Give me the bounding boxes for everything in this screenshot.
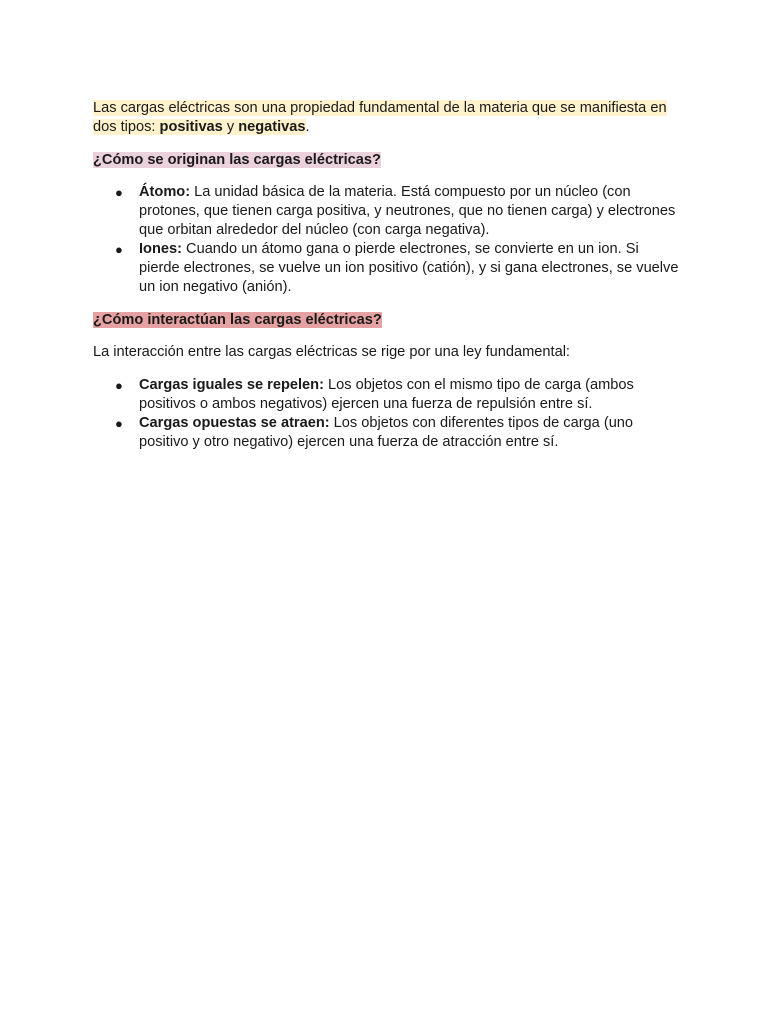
list-item-term: Cargas opuestas se atraen: bbox=[139, 415, 330, 431]
list-item bbox=[93, 183, 683, 240]
section1-list bbox=[93, 183, 683, 297]
intro-bold-positivas: positivas bbox=[159, 119, 223, 135]
list-item-text: Cuando un átomo gana o pierde electrones, se convierte en un ion. Si pierde electrones, se vuelve un ion positivo (catión), y si gana electrones, se vuelve un ion negativo (anión). bbox=[139, 241, 679, 295]
bullet-icon: ● bbox=[115, 378, 123, 393]
list-item-text: Los objetos con el mismo tipo de carga (ambos positivos o ambos negativos) ejercen una fuerza de repulsión entre sí. bbox=[139, 377, 634, 412]
bullet-icon: ● bbox=[115, 185, 123, 200]
list-item bbox=[93, 414, 683, 452]
bullet-icon: ● bbox=[115, 242, 123, 257]
list-item-text: La unidad básica de la materia. Está compuesto por un núcleo (con protones, que tienen carga positiva, y neutrones, que no tienen carga) y electrones que orbitan alrededor del núcleo (con carga negativa). bbox=[139, 184, 676, 238]
section2-heading: ¿Cómo interactúan las cargas eléctricas? bbox=[93, 312, 382, 328]
list-item-text: Los objetos con diferentes tipos de carga (uno positivo y otro negativo) ejercen una fuerza de atracción entre sí. bbox=[139, 415, 634, 450]
section2-list bbox=[93, 376, 683, 452]
section1-heading-line bbox=[93, 151, 683, 170]
section1-heading: ¿Cómo se originan las cargas eléctricas? bbox=[93, 152, 381, 168]
bullet-icon: ● bbox=[115, 416, 123, 431]
intro-paragraph bbox=[93, 99, 683, 137]
list-item-term: Átomo: bbox=[139, 184, 191, 200]
list-item bbox=[93, 240, 683, 297]
section2-heading-line bbox=[93, 311, 683, 330]
intro-text-before: Las cargas eléctricas son una propiedad fundamental de la materia que se manifiesta en dos tipos: bbox=[93, 100, 667, 135]
intro-bold-negativas: negativas bbox=[238, 119, 306, 135]
intro-highlight bbox=[93, 100, 667, 135]
list-item bbox=[93, 376, 683, 414]
document-page bbox=[93, 99, 683, 466]
section2-paragraph: La interacción entre las cargas eléctricas se rige por una ley fundamental: bbox=[93, 344, 570, 360]
intro-text-after: . bbox=[305, 119, 310, 135]
list-item-term: Cargas iguales se repelen: bbox=[139, 377, 324, 393]
list-item-term: Iones: bbox=[139, 241, 182, 257]
intro-connector: y bbox=[222, 119, 239, 135]
